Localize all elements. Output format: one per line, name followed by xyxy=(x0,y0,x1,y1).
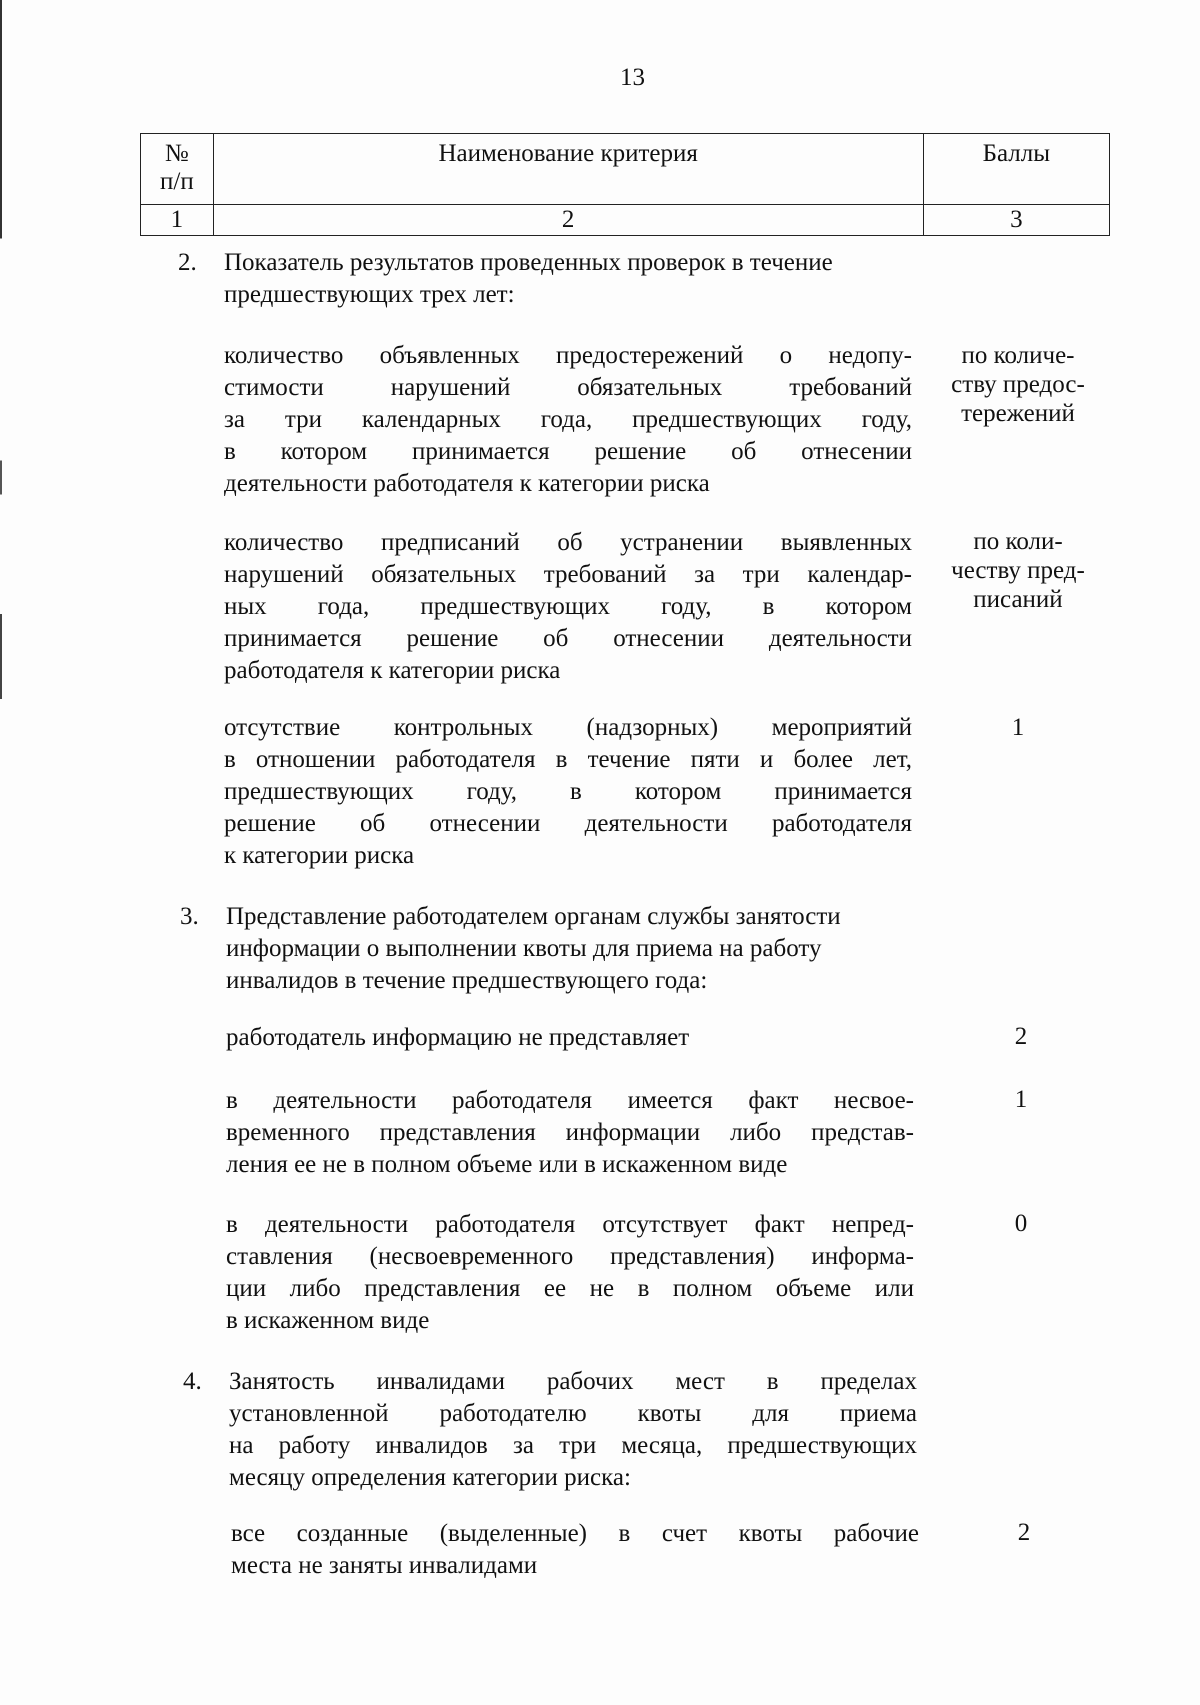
criterion-line: стимости нарушений обязательных требований xyxy=(224,374,912,401)
criterion-score xyxy=(936,1085,1106,1114)
section-title xyxy=(229,1366,917,1494)
criterion-score xyxy=(933,713,1103,742)
criterion-line: работодателя к категории риска xyxy=(224,657,561,684)
section-title-line: информации о выполнении квоты для приема на работу xyxy=(226,935,822,962)
section-number: 2. xyxy=(178,249,197,276)
score-line: 1 xyxy=(1011,714,1025,741)
criterion-score xyxy=(936,1209,1106,1238)
column-header-number xyxy=(141,134,214,205)
score-line: писаний xyxy=(973,586,1063,613)
criterion-score xyxy=(933,527,1103,614)
criterion-text xyxy=(224,712,912,872)
score-line: ству предос- xyxy=(951,371,1085,398)
section-title-line: месяцу определения категории риска: xyxy=(229,1464,631,1491)
column-header-number-line1: № xyxy=(164,140,189,167)
section-title xyxy=(226,901,841,997)
criterion-line: в отношении работодателя в течение пяти и более лет, xyxy=(224,746,912,773)
criterion-line: места не заняты инвалидами xyxy=(231,1552,538,1579)
criterion-line: в котором принимается решение об отнесении xyxy=(224,438,912,465)
criterion-line: ления ее не в полном объеме или в искаженном виде xyxy=(226,1151,788,1178)
criterion-line: в искаженном виде xyxy=(226,1307,430,1334)
score-line: по коли- xyxy=(973,528,1063,555)
criterion-line: количество предписаний об устранении выявленных xyxy=(224,529,912,556)
criterion-line: все созданные (выделенные) в счет квоты рабочие xyxy=(231,1520,919,1547)
criterion-line: в деятельности работодателя имеется факт несвое- xyxy=(226,1087,914,1114)
score-line: 1 xyxy=(1014,1086,1028,1113)
criterion-line: к категории риска xyxy=(224,842,415,869)
criterion-text xyxy=(231,1518,919,1582)
section-title-line: инвалидов в течение предшествующего года: xyxy=(226,967,708,994)
score-line: 2 xyxy=(1017,1519,1031,1546)
section-title-line: Представление работодателем органам службы занятости xyxy=(226,903,841,930)
section-number: 3. xyxy=(180,903,199,930)
section-title-line: Занятость инвалидами рабочих мест в пределах xyxy=(229,1368,917,1395)
criteria-table-header xyxy=(140,133,1110,236)
scan-edge xyxy=(0,0,2,1705)
criterion-line: работодатель информацию не представляет xyxy=(226,1024,690,1051)
criterion-text xyxy=(226,1022,689,1054)
score-line: по количе- xyxy=(961,342,1075,369)
criterion-text xyxy=(224,527,912,687)
score-line: 0 xyxy=(1014,1210,1028,1237)
criterion-line: деятельности работодателя к категории риска xyxy=(224,470,710,497)
criterion-line: ции либо представления ее не в полном объеме или xyxy=(226,1275,914,1302)
score-line: тережений xyxy=(961,400,1075,427)
section-title-line: предшествующих трех лет: xyxy=(224,281,515,308)
criterion-line: принимается решение об отнесении деятельности xyxy=(224,625,912,652)
criterion-line: количество объявленных предостережений о недопу- xyxy=(224,342,912,369)
criterion-text xyxy=(224,340,912,500)
column-index-2: 2 xyxy=(213,205,923,236)
section-title-line: Показатель результатов проведенных проверок в течение xyxy=(224,249,833,276)
criterion-line: временного представления информации либо представ- xyxy=(226,1119,914,1146)
section-title-line: установленной работодателю квоты для приема xyxy=(229,1400,917,1427)
criterion-line: решение об отнесении деятельности работодателя xyxy=(224,810,912,837)
column-header-number-line2: п/п xyxy=(160,168,194,195)
criterion-line: ставления (несвоевременного представления) информа- xyxy=(226,1243,914,1270)
page-number: 13 xyxy=(620,64,645,91)
criterion-score xyxy=(936,1022,1106,1051)
section-number: 4. xyxy=(183,1368,202,1395)
criterion-line: нарушений обязательных требований за три календар- xyxy=(224,561,912,588)
column-index-1: 1 xyxy=(141,205,214,236)
criterion-text xyxy=(226,1209,914,1337)
criterion-score xyxy=(933,341,1103,428)
criterion-score xyxy=(939,1518,1109,1547)
section-title-line: на работу инвалидов за три месяца, предшествующих xyxy=(229,1432,917,1459)
score-line: 2 xyxy=(1014,1023,1028,1050)
criterion-line: ных года, предшествующих году, в котором xyxy=(224,593,912,620)
section-title xyxy=(224,247,833,311)
column-header-score: Баллы xyxy=(923,134,1109,205)
score-line: честву пред- xyxy=(951,557,1085,584)
criterion-line: в деятельности работодателя отсутствует факт непред- xyxy=(226,1211,914,1238)
criterion-line: предшествующих году, в котором принимается xyxy=(224,778,912,805)
column-index-3: 3 xyxy=(923,205,1109,236)
criterion-line: за три календарных года, предшествующих году, xyxy=(224,406,912,433)
column-header-criterion: Наименование критерия xyxy=(213,134,923,205)
criterion-text xyxy=(226,1085,914,1181)
criterion-line: отсутствие контрольных (надзорных) мероприятий xyxy=(224,714,912,741)
